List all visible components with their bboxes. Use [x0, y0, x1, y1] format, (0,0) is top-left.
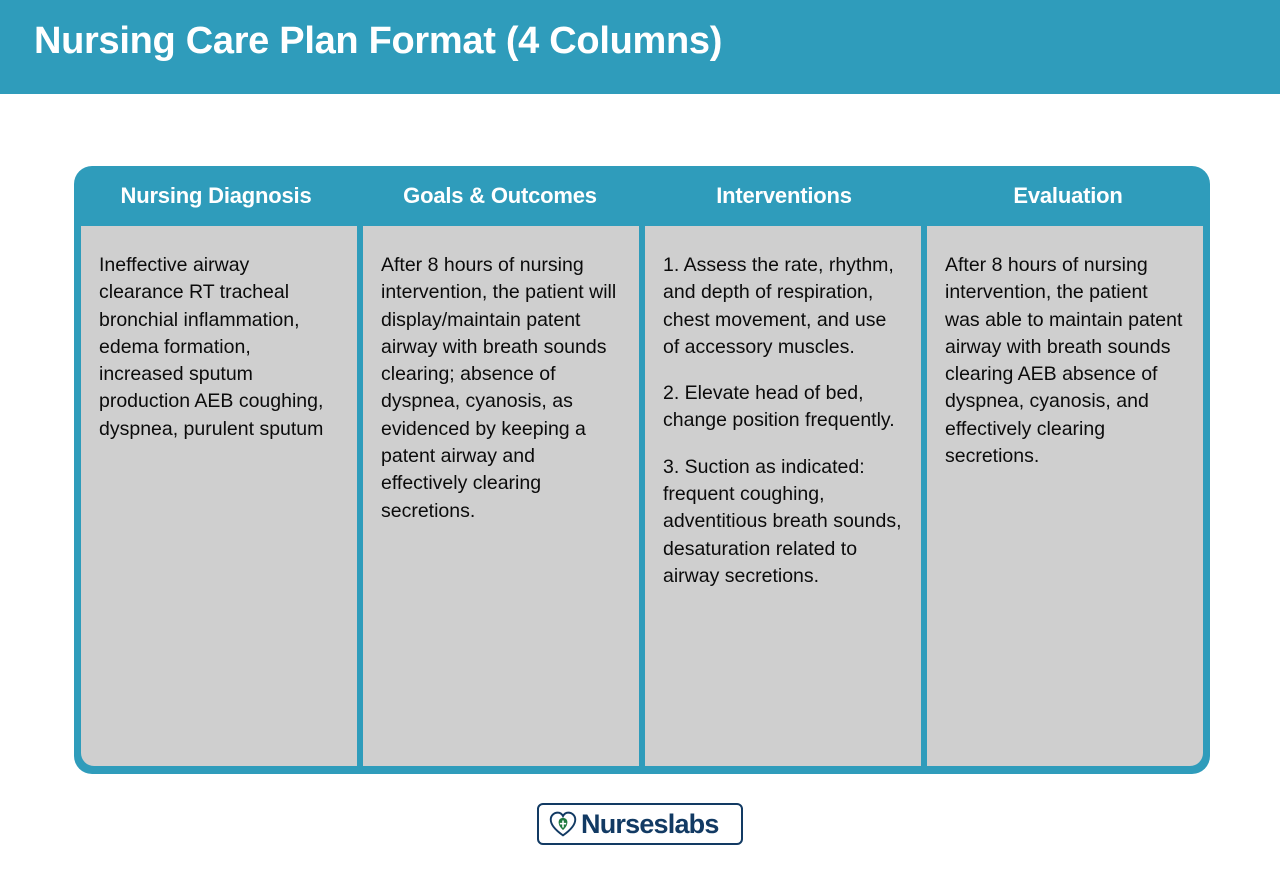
care-plan-table: [74, 166, 1210, 774]
column-header-evaluation: Evaluation: [1013, 183, 1123, 208]
cell-paragraph: 1. Assess the rate, rhythm, and depth of respiration, chest movement, and use of accessory muscles.: [663, 254, 894, 358]
header-banner: [0, 0, 1280, 94]
cell-paragraph: 3. Suction as indicated: frequent coughing, adventitious breath sounds, desaturation related to airway secretions.: [663, 455, 902, 587]
nurseslabs-logo: [537, 803, 743, 845]
column-header-goals-outcomes: Goals & Outcomes: [403, 183, 597, 208]
cell-paragraph: After 8 hours of nursing intervention, the patient will display/maintain patent airway with breath sounds clearing; absence of dyspnea, cyanosis, as evidenced by keeping a patent airway and effectively clearing secretions.: [381, 254, 617, 522]
page-title: Nursing Care Plan Format (4 Columns): [34, 20, 723, 62]
column-header-interventions: Interventions: [716, 183, 852, 208]
table-body-row: [81, 226, 1203, 766]
table-header-row: [74, 166, 1210, 226]
table-cell-interventions: [645, 226, 921, 766]
logo-wordmark: Nurseslabs: [581, 808, 719, 839]
cell-paragraph: After 8 hours of nursing intervention, the patient was able to maintain patent airway with breath sounds clearing AEB absence of dyspnea, cyanosis, and effectively clearing secretions.: [945, 254, 1183, 468]
heart-shield-icon: [549, 810, 577, 838]
cell-paragraph: 2. Elevate head of bed, change position frequently.: [663, 382, 895, 432]
cell-paragraph: Ineffective airway clearance RT tracheal bronchial inflammation, edema formation, increased sputum production AEB coughing, dyspnea, purulent sputum: [99, 254, 324, 440]
table-cell-evaluation: [927, 226, 1203, 766]
table-cell-goals-outcomes: [363, 226, 639, 766]
column-header-nursing-diagnosis: Nursing Diagnosis: [120, 183, 312, 208]
table-cell-nursing-diagnosis: [81, 226, 357, 766]
